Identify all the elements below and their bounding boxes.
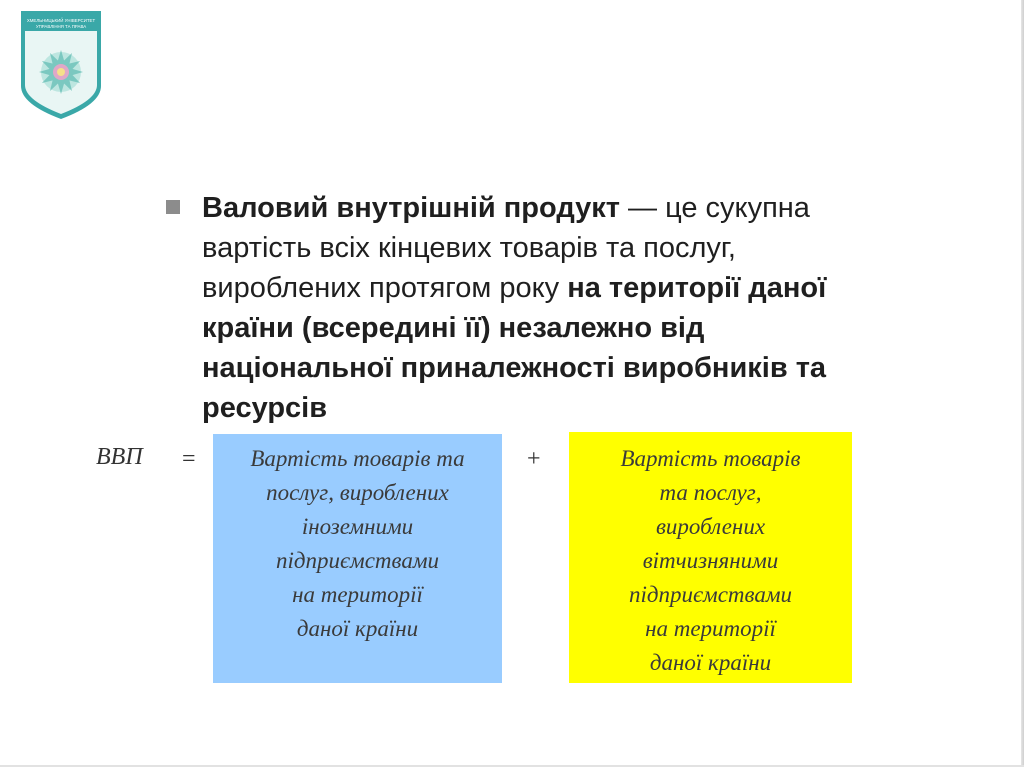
- formula-equals-sign: =: [182, 446, 196, 472]
- emphasis-line-4: ресурсів: [202, 392, 328, 424]
- foreign-box-line-6: даної країни: [296, 616, 419, 641]
- domestic-enterprises-box: [569, 432, 852, 683]
- formula-label-gdp: ВВП: [96, 444, 143, 470]
- foreign-box-line-4: підприємствами: [275, 548, 440, 573]
- foreign-box-line-5: на території: [292, 582, 423, 607]
- domestic-box-line-2: та послуг,: [659, 480, 762, 505]
- definition-bullet: [166, 188, 956, 428]
- logo-caption-line1: ХМЕЛЬНИЦЬКИЙ УНІВЕРСИТЕТ: [26, 18, 96, 23]
- foreign-box-line-2: послуг, вироблених: [266, 480, 449, 505]
- emphasis-line-1: на території даної: [567, 272, 827, 304]
- domestic-box-line-3: вироблених: [655, 514, 766, 539]
- domestic-box-line-7: даної країни: [649, 650, 772, 675]
- foreign-box-line-1: Вартість товарів та: [250, 446, 465, 471]
- definition-line-3: вироблених протягом року: [202, 272, 568, 304]
- square-bullet-icon: [166, 200, 180, 214]
- definition-text: [202, 188, 956, 428]
- foreign-box-line-3: іноземними: [301, 514, 414, 539]
- shield-emblem-icon: [18, 8, 104, 122]
- term-gdp: Валовий внутрішній продукт: [202, 192, 620, 224]
- definition-line-2: вартість всіх кінцевих товарів та послуг,: [202, 232, 736, 264]
- domestic-box-line-6: на території: [645, 616, 776, 641]
- formula-plus-sign: +: [527, 446, 541, 472]
- domestic-box-line-4: вітчизняними: [642, 548, 779, 573]
- emphasis-line-3: національної приналежності виробників та: [202, 352, 827, 384]
- logo-caption-line2: УПРАВЛІННЯ ТА ПРАВА: [35, 24, 87, 29]
- domestic-box-line-1: Вартість товарів: [620, 446, 801, 471]
- foreign-enterprises-box: [213, 434, 502, 683]
- university-logo: [18, 8, 104, 122]
- definition-line-1: — це сукупна: [619, 192, 810, 224]
- emphasis-line-2: країни (всередині її) незалежно від: [202, 312, 705, 344]
- domestic-box-line-5: підприємствами: [628, 582, 793, 607]
